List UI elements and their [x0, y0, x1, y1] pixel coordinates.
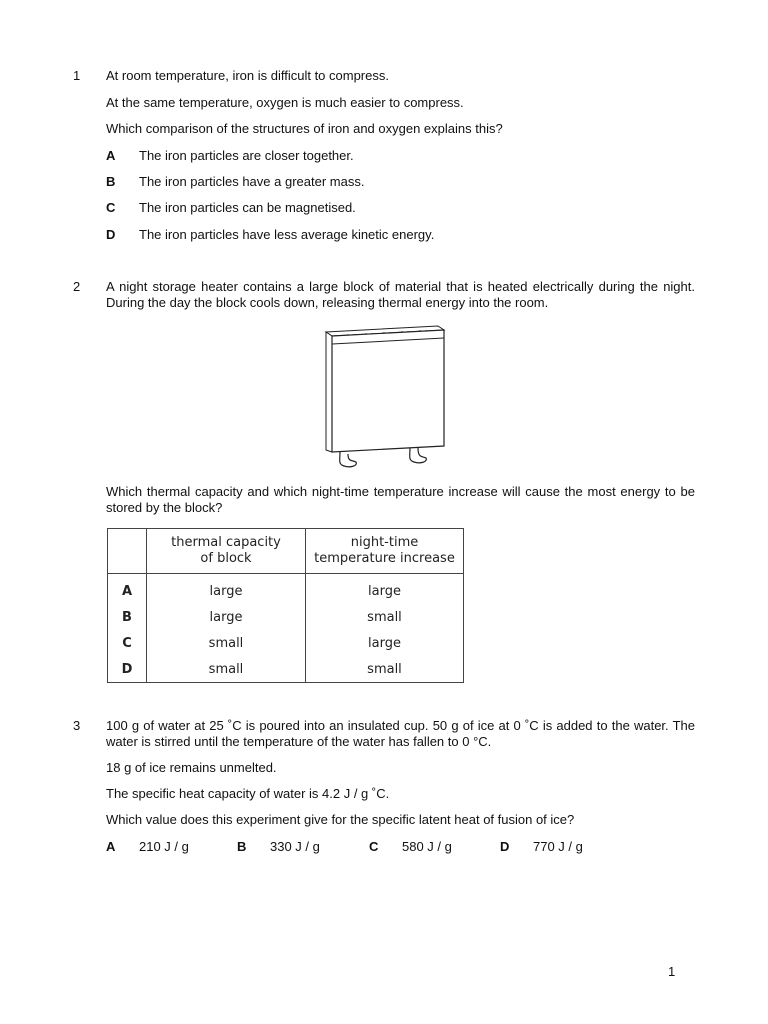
table-row [108, 630, 464, 656]
option-letter-b: B [106, 174, 116, 189]
answer-text-c: 580 J / g [402, 839, 452, 854]
question-number: 1 [73, 68, 81, 83]
table-row [108, 604, 464, 630]
question-text: 100 g of water at 25 ˚C is poured into an insulated cup. 50 g of ice at 0 ˚C is added to the water. The water is stirred until the temperature of the water has fallen to 0 °C. [106, 718, 695, 749]
row-letter: B [108, 604, 147, 630]
option-text-c: The iron particles can be magnetised. [139, 200, 356, 215]
table-row [108, 656, 464, 683]
option-text-a: The iron particles are closer together. [139, 148, 354, 163]
cell-capacity: large [147, 574, 306, 605]
question-text: A night storage heater contains a large block of material that is heated electrically during the night. During the day the block cools down, releasing thermal energy into the room. [106, 279, 695, 310]
answer-text-a: 210 J / g [139, 839, 189, 854]
header-line: temperature increase [314, 551, 455, 566]
question-number: 2 [73, 279, 81, 294]
cell-increase: small [306, 604, 464, 630]
cell-capacity: small [147, 630, 306, 656]
row-letter: C [108, 630, 147, 656]
header-line: thermal capacity [171, 535, 281, 550]
answer-text-d: 770 J / g [533, 839, 583, 854]
table-header-blank [108, 529, 147, 574]
question-text: The specific heat capacity of water is 4.2 J / g ˚C. [106, 786, 390, 801]
option-letter-a: A [106, 148, 116, 163]
question-text: At room temperature, iron is difficult to compress. [106, 68, 389, 83]
table-row [108, 574, 464, 605]
answer-text-b: 330 J / g [270, 839, 320, 854]
cell-increase: small [306, 656, 464, 683]
question-prompt: Which comparison of the structures of iron and oxygen explains this? [106, 121, 503, 136]
cell-capacity: large [147, 604, 306, 630]
page-number: 1 [668, 964, 676, 979]
header-line: of block [200, 551, 252, 566]
answer-letter-b: B [237, 839, 247, 854]
option-letter-d: D [106, 227, 116, 242]
option-text-b: The iron particles have a greater mass. [139, 174, 365, 189]
question-number: 3 [73, 718, 81, 733]
table-header-row [108, 529, 464, 574]
row-letter: D [108, 656, 147, 683]
row-letter: A [108, 574, 147, 605]
cell-increase: large [306, 574, 464, 605]
options-table [107, 528, 464, 683]
question-text: 18 g of ice remains unmelted. [106, 760, 277, 775]
storage-heater-illustration [318, 322, 448, 474]
question-prompt: Which thermal capacity and which night-time temperature increase will cause the most energy to be stored by the block? [106, 484, 695, 515]
answer-letter-c: C [369, 839, 379, 854]
question-text: At the same temperature, oxygen is much easier to compress. [106, 95, 464, 110]
answer-letter-d: D [500, 839, 510, 854]
table-header-thermal-capacity [147, 529, 306, 574]
cell-increase: large [306, 630, 464, 656]
cell-capacity: small [147, 656, 306, 683]
option-letter-c: C [106, 200, 116, 215]
option-text-d: The iron particles have less average kinetic energy. [139, 227, 435, 242]
table-header-temperature-increase [306, 529, 464, 574]
answer-letter-a: A [106, 839, 116, 854]
header-line: night-time [350, 535, 419, 550]
question-prompt: Which value does this experiment give for the specific latent heat of fusion of ice? [106, 812, 575, 827]
